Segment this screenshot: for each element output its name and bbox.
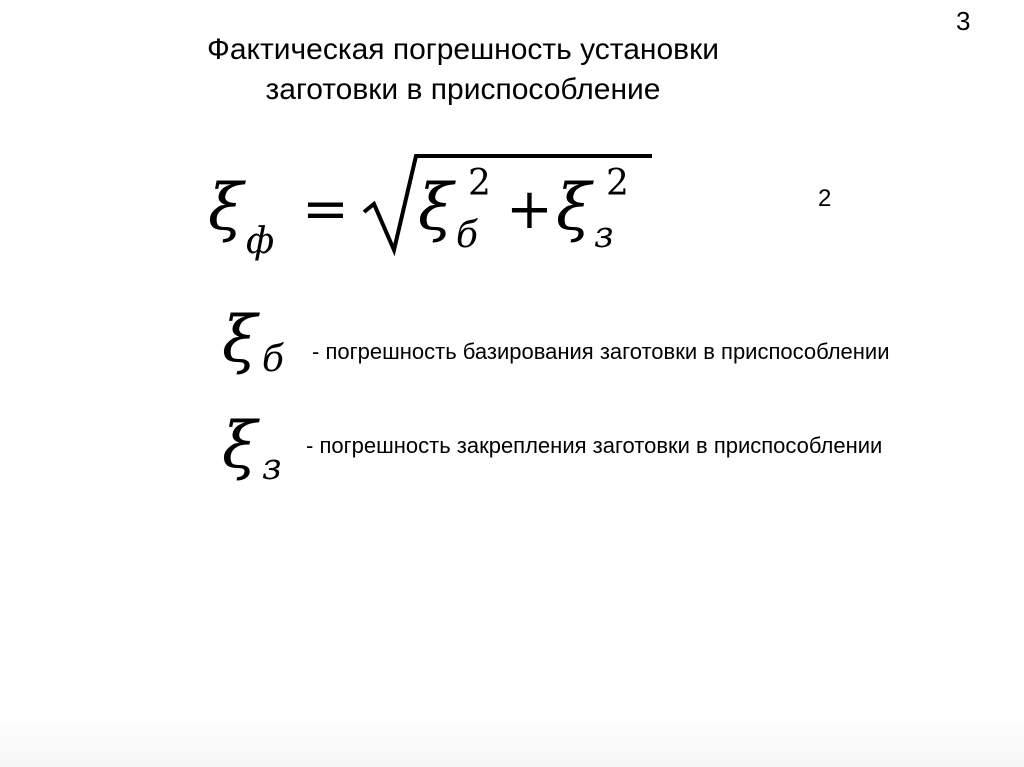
definition-1-symbol: ξ [222, 303, 258, 377]
formula-lhs-symbol: ξ [208, 171, 244, 245]
formula-term1-subscript: б [456, 215, 478, 256]
definition-2-text: - погрешность закрепления заготовки в приспособлении [306, 433, 883, 458]
definition-2-subscript: з [262, 447, 282, 488]
formula-term1-exponent: 2 [468, 163, 491, 204]
title-line-2: заготовки в приспособление [265, 73, 661, 106]
formula-plus-sign: + [506, 177, 553, 242]
definition-2-symbol: ξ [222, 409, 258, 483]
slide-title [100, 30, 826, 110]
formula-term2-symbol: ξ [556, 171, 592, 245]
page-number: 3 [956, 6, 971, 36]
formula-lhs-subscript: ф [246, 221, 275, 262]
formula-term1-symbol: ξ [418, 171, 454, 245]
formula-term2-exponent: 2 [606, 163, 629, 204]
formula-equals-sign: = [302, 177, 349, 242]
definition-1-subscript: б [262, 339, 284, 380]
title-line-1: Фактическая погрешность установки [207, 33, 719, 66]
formula-number: 2 [818, 185, 832, 212]
definition-1-text: - погрешность базирования заготовки в приспособлении [312, 339, 890, 364]
formula-term2-subscript: з [594, 215, 614, 256]
